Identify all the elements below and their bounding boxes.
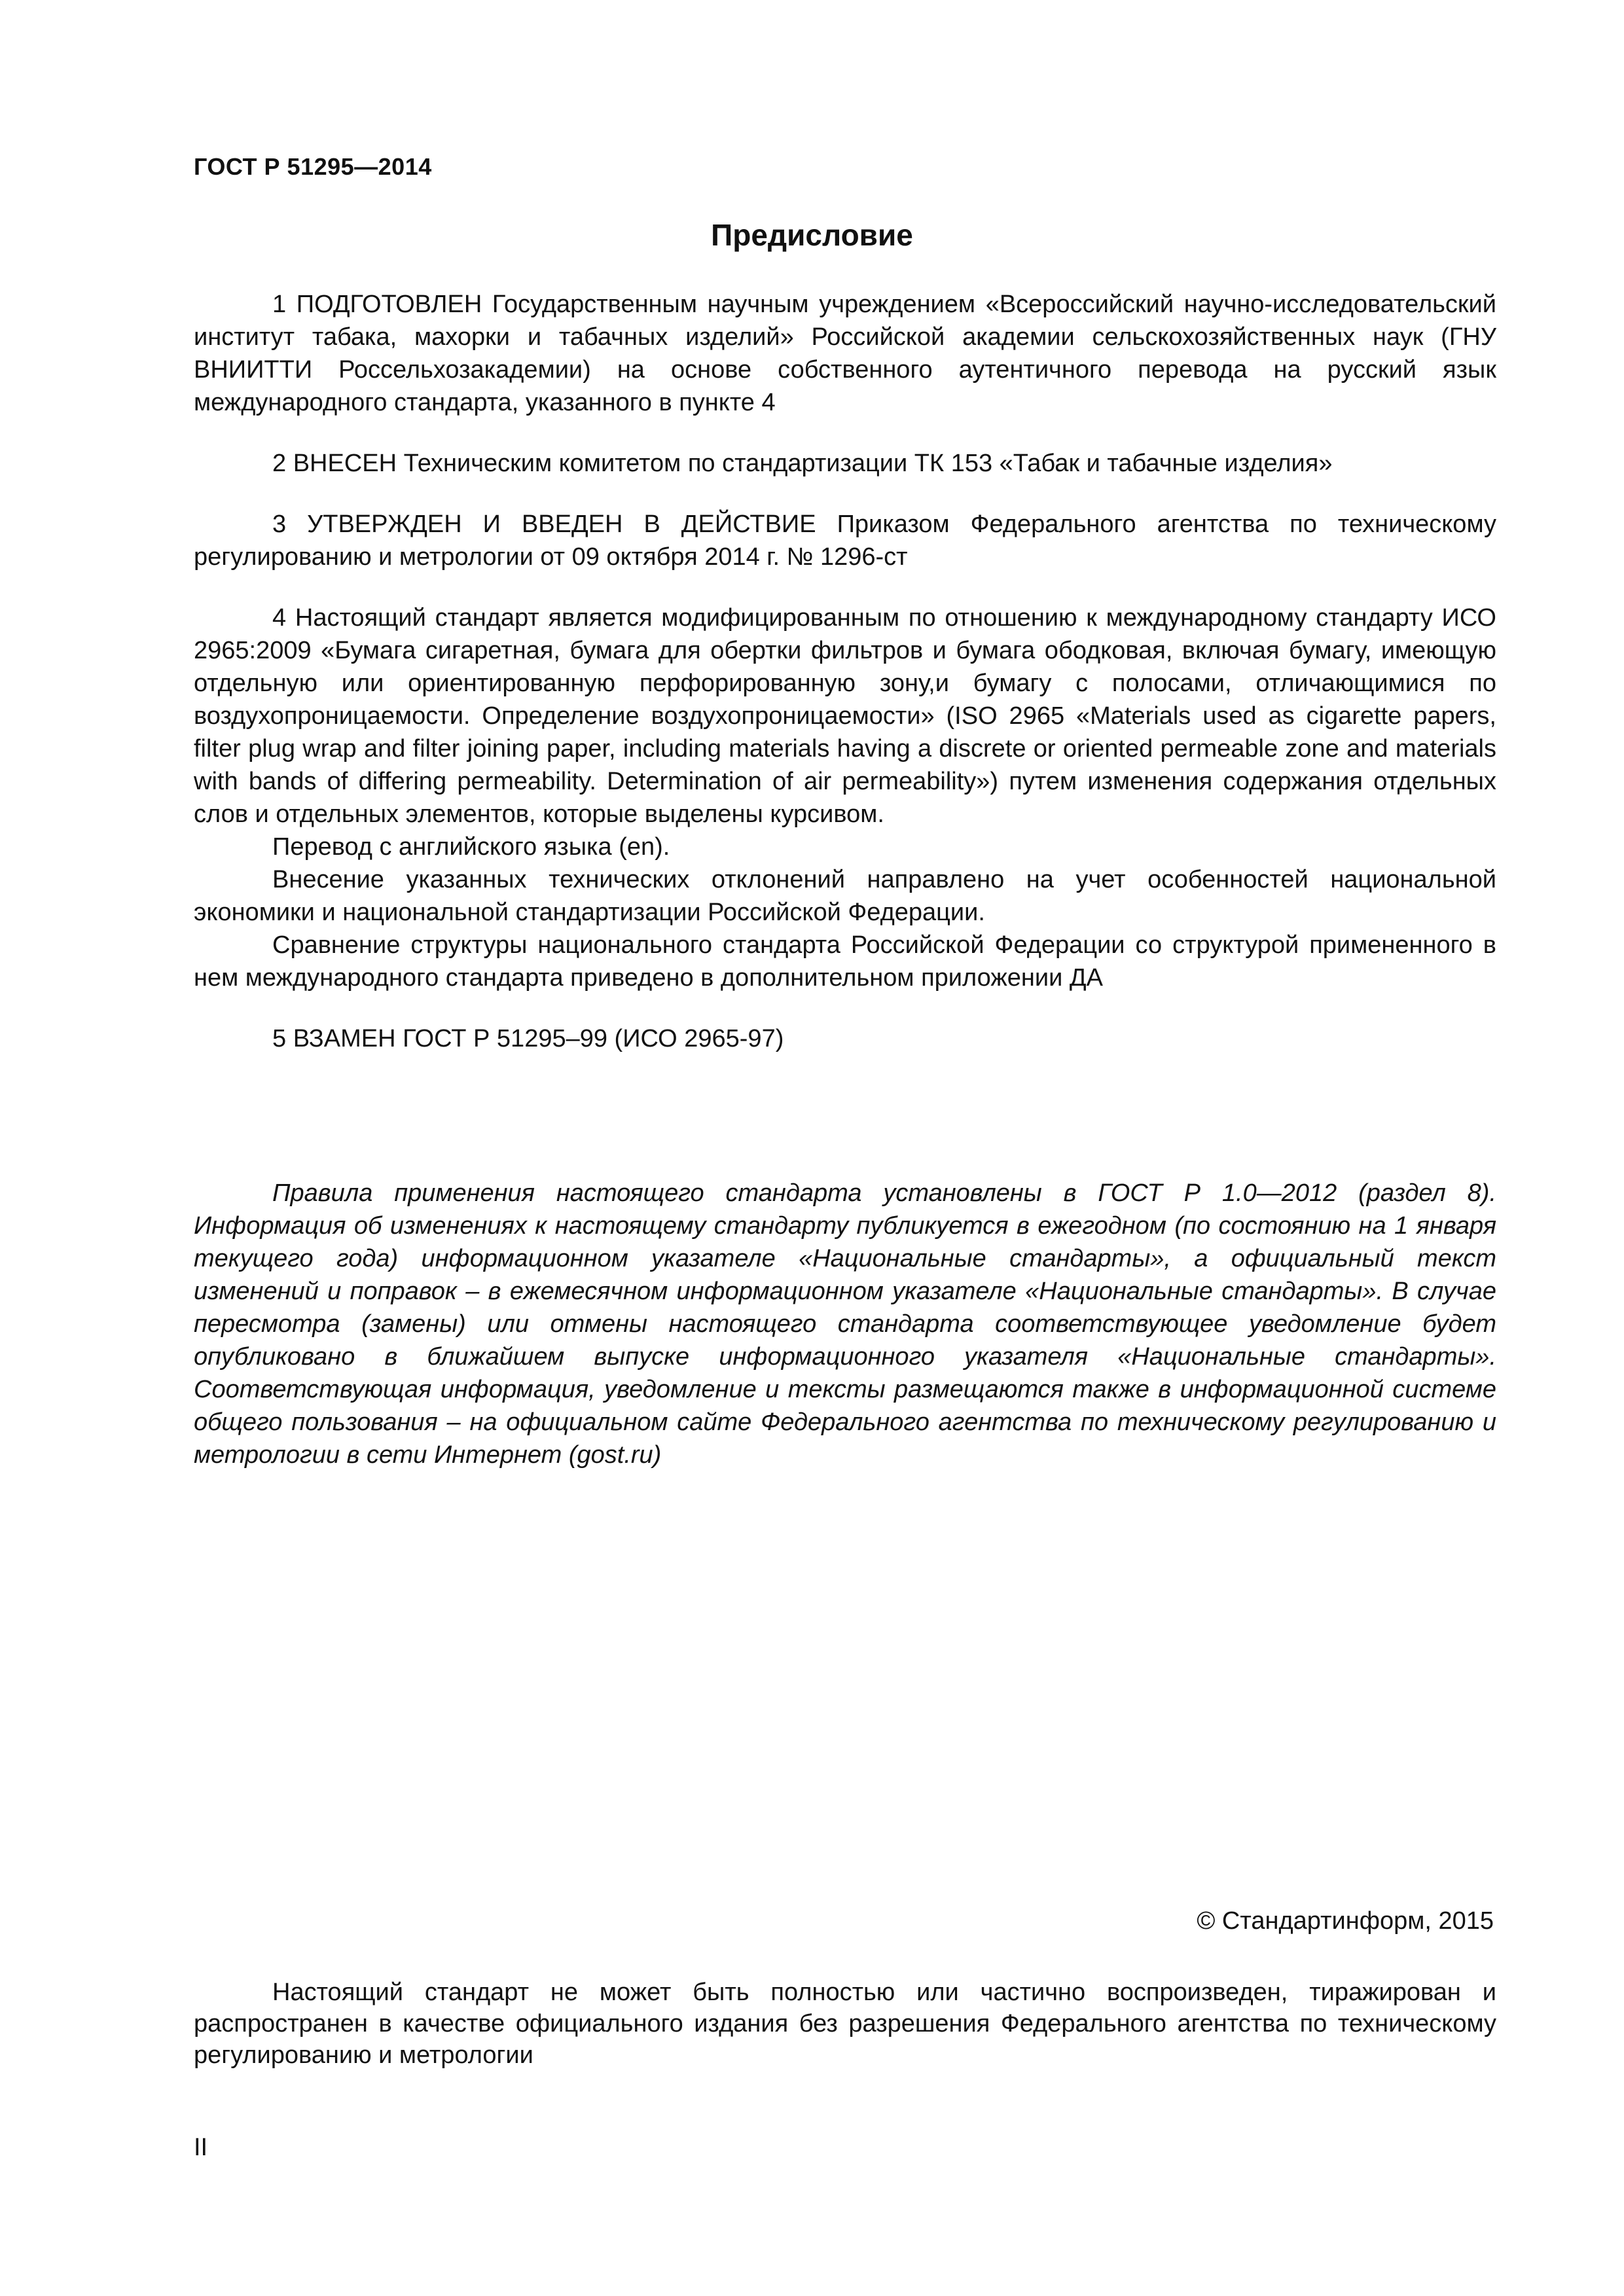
paragraph-replaces: 5 ВЗАМЕН ГОСТ Р 51295–99 (ИСО 2965-97) [272, 1025, 784, 1052]
preface-body [194, 288, 1496, 1471]
copyright-line: © Стандартинформ, 2015 [1197, 1907, 1494, 1935]
paragraph-approved: 3 УТВЕРЖДЕН И ВВЕДЕН В ДЕЙСТВИЕ Приказом Федерального агентства по техническому регулированию и метрологии от 09 октября 2014 г. № 1296-ст [194, 511, 1496, 571]
paragraph-introduced: 2 ВНЕСЕН Техническим комитетом по стандартизации ТК 153 «Табак и табачные изделия» [272, 450, 1333, 477]
paragraph-modified: 4 Настоящий стандарт является модифицированным по отношению к международному стандарту ИСО 2965:2009 «Бумага сигаретная, бумага для обертки фильтров и бумага ободковая, включая бумагу, имеющую отдельную или ориентированную перфорированную зону,и бумагу с полосами, отличающимися по воздухопроницаемости. Определение воздухопроницаемости» (ISO 2965 «Materials used as cigarette papers, filter plug wrap and filter joining paper, including materials having a discrete or oriented permeable zone and materials with bands of differing permeability. Determination of air permeability») путем изменения содержания отдельных слов и отдельных элементов, которые выделены курсивом. [194, 604, 1496, 828]
paragraph-prepared: 1 ПОДГОТОВЛЕН Государственным научным учреждением «Всероссийский научно-исследовательский институт табака, махорки и табачных изделий» Российской академии сельскохозяйственных наук (ГНУ ВНИИТТИ Россельхозакадемии) на основе собственного аутентичного перевода на русский язык международного стандарта, указанного в пункте 4 [194, 291, 1496, 416]
page-title: Предисловие [711, 218, 913, 252]
paragraph-translation: Перевод с английского языка (en). [272, 833, 670, 861]
document-id-header: ГОСТ Р 51295—2014 [194, 153, 432, 180]
reproduction-notice: Настоящий стандарт не может быть полностью или частично воспроизведен, тиражирован и распространен в качестве официального издания без разрешения Федерального агентства по техническому регулированию и метрологии [194, 1979, 1496, 2069]
page-number: II [194, 2134, 208, 2161]
paragraph-deviations: Внесение указанных технических отклонений направлено на учет особенностей национальной экономики и национальной стандартизации Российской Федерации. [194, 866, 1496, 926]
paragraph-structure-comparison: Сравнение структуры национального стандарта Российской Федерации со структурой примененного в нем международного стандарта приведено в дополнительном приложении ДА [194, 931, 1496, 992]
paragraph-application-rules: Правила применения настоящего стандарта установлены в ГОСТ Р 1.0—2012 (раздел 8). Информация об изменениях к настоящему стандарту публикуется в ежегодном (по состоянию на 1 января текущего года) информационном указателе «Национальные стандарты», а официальный текст изменений и поправок – в ежемесячном информационном указателе «Национальные стандарты». В случае пересмотра (замены) или отмены настоящего стандарта соответствующее уведомление будет опубликовано в ближайшем выпуске информационного указателя «Национальные стандарты». Соответствующая информация, уведомление и тексты размещаются также в информационной системе общего пользования – на официальном сайте Федерального агентства по техническому регулированию и метрологии в сети Интернет (gost.ru) [194, 1179, 1496, 1469]
